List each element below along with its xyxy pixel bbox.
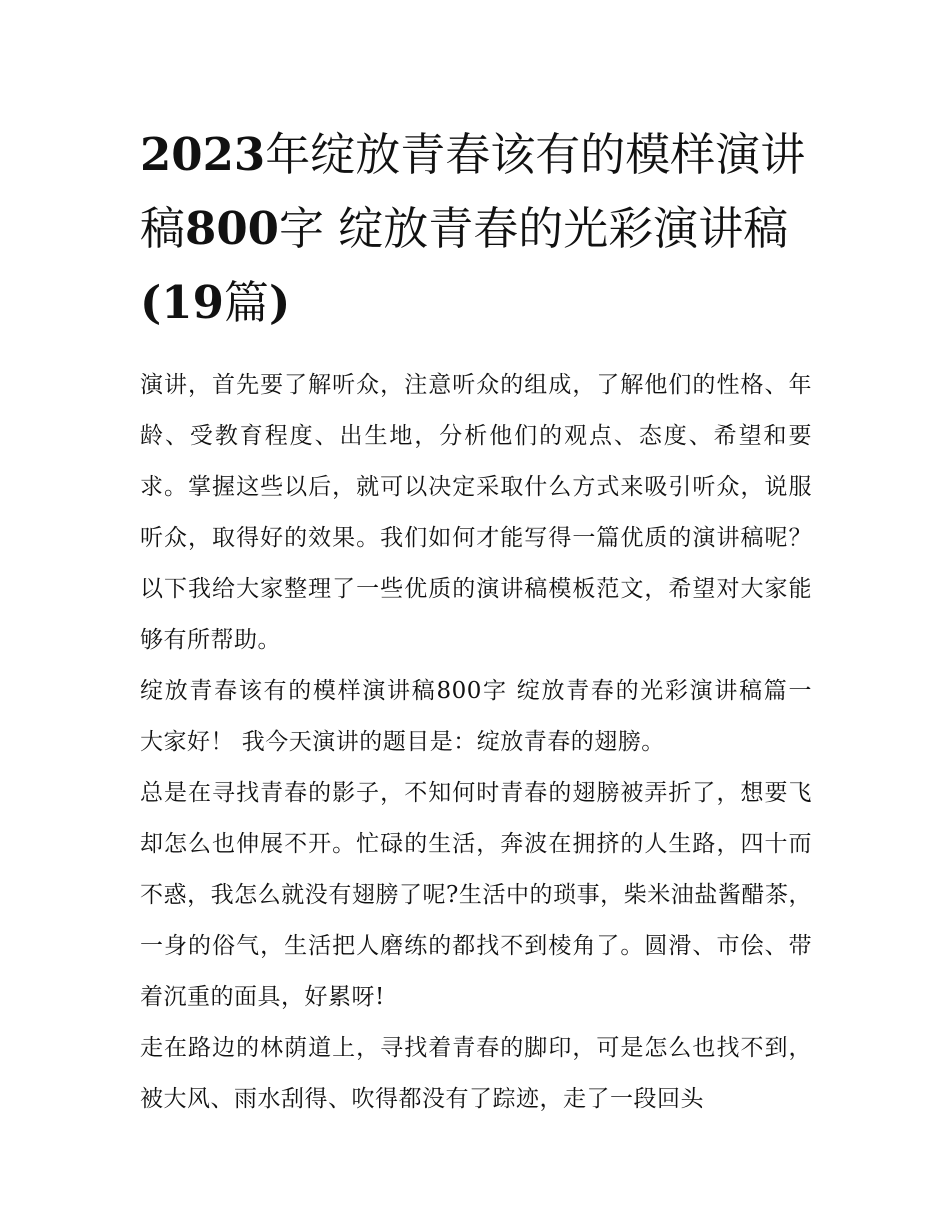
document-content: [140, 118, 812, 1125]
paragraph-intro: 演讲，首先要了解听众，注意听众的组成，了解他们的性格、年龄、受教育程度、出生地，分析他们的观点、态度、希望和要求。掌握这些以后，就可以决定采取什么方式来吸引听众，说服听众，取得好的效果。我们如何才能写得一篇优质的演讲稿呢？以下我给大家整理了一些优质的演讲稿模板范文，希望对大家能够有所帮助。: [140, 372, 812, 653]
document-title: 2023年绽放青春该有的模样演讲稿800字 绽放青春的光彩演讲稿(19篇): [140, 128, 806, 329]
document-body: [140, 360, 812, 1125]
paragraph-body-two: 走在路边的林荫道上，寻找着青春的脚印，可是怎么也找不到，被大风、雨水刮得、吹得都没有了踪迹，走了一段回头: [140, 1035, 812, 1112]
paragraph-body-one: 总是在寻找青春的影子，不知何时青春的翅膀被弄折了，想要飞却怎么也伸展不开。忙碌的生活，奔波在拥挤的人生路，四十而不惑，我怎么就没有翅膀了呢?生活中的琐事，柴米油盐酱醋茶，一身的俗气，生活把人磨练的都找不到棱角了。圆滑、市侩、带着沉重的面具，好累呀!: [140, 780, 812, 1010]
paragraph-heading-one: 绽放青春该有的模样演讲稿800字 绽放青春的光彩演讲稿篇一 大家好！ 我今天演讲的题目是：绽放青春的翅膀。: [140, 678, 812, 755]
